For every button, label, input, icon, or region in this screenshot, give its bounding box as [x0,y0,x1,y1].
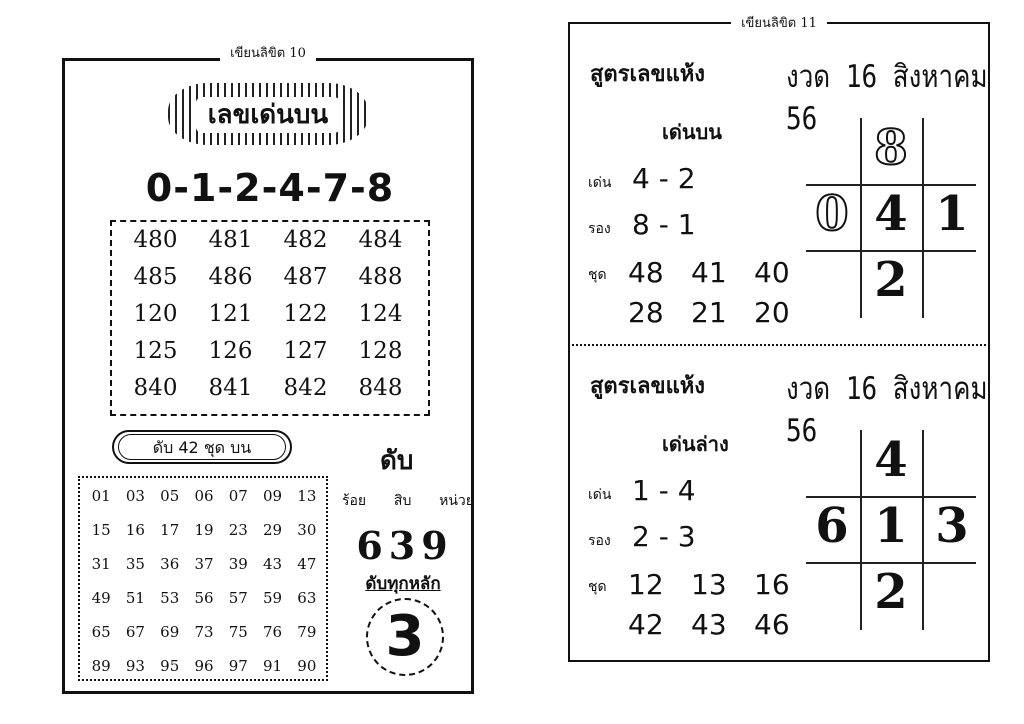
two-digit-number: 30 [297,521,317,539]
two-digit-number: 31 [91,555,111,573]
two-digit-number: 07 [228,487,248,505]
two-digit-number: 76 [263,623,283,641]
three-digit-number: 484 [358,227,403,253]
left-page-title: เลขเด่นบน [196,97,340,133]
grid-digit-top: 4 [874,432,908,488]
set-number: 28 [628,296,664,329]
two-digit-number: 95 [160,657,180,675]
two-digit-number: 05 [160,487,180,505]
lead-value: 4 - 2 [632,162,696,195]
two-digit-number: 43 [263,555,283,573]
two-digit-number: 91 [263,657,283,675]
two-digit-number: 69 [160,623,180,641]
two-digit-number: 47 [297,555,317,573]
grid-digit-left: 0 [815,186,849,242]
three-digit-number: 841 [208,375,253,401]
set-number: 40 [754,256,790,289]
lead-value: 1 - 4 [632,474,696,507]
set-number: 48 [628,256,664,289]
two-digit-number: 16 [125,521,145,539]
two-digit-grid [84,484,324,678]
three-digit-number: 848 [358,375,403,401]
three-digit-number: 842 [283,375,328,401]
three-digit-number: 121 [208,301,253,327]
right-page-header: เขียนลิขิต 11 [568,12,990,33]
featured-digits: 0-1-2-4-7-8 [145,166,395,210]
three-digit-number: 125 [133,338,178,364]
two-digit-number: 51 [125,589,145,607]
grid-digit-bottom: 2 [874,564,908,620]
two-digit-number: 73 [194,623,214,641]
place-label-hundreds: ร้อย [342,493,367,509]
grid-digit-right: 1 [935,186,969,242]
draw-date: งวด 16 สิงหาคม 56 [786,371,988,450]
two-digit-number: 23 [228,521,248,539]
place-label-tens: สิบ [393,493,412,509]
three-digit-number: 486 [208,264,253,290]
section-divider [572,344,986,346]
two-digit-number: 63 [297,589,317,607]
three-digit-number: 488 [358,264,403,290]
two-digit-number: 65 [91,623,111,641]
two-digit-number: 06 [194,487,214,505]
two-digit-number: 35 [125,555,145,573]
grid-digit-bottom: 2 [874,252,908,308]
two-digit-number: 03 [125,487,145,505]
place-labels [342,490,474,512]
two-digit-number: 29 [263,521,283,539]
set-label: ชุด [588,579,607,595]
grid-digit-center: 4 [874,186,908,242]
three-digit-number: 840 [133,375,178,401]
grid-digit-top: 8 [874,120,908,176]
three-digit-grid [118,226,418,402]
formula-label: สูตรเลขแห้ง [590,62,705,87]
set-number: 46 [754,608,790,641]
sub-label: รอง [588,533,611,549]
two-digit-number: 19 [194,521,214,539]
dub-label: ดับ [380,446,414,476]
lead-label: เด่น [588,487,612,503]
two-digit-number: 89 [91,657,111,675]
sub-label: รอง [588,221,611,237]
two-digit-number: 39 [228,555,248,573]
two-digit-number: 56 [194,589,214,607]
set-number: 16 [754,568,790,601]
three-digit-number: 487 [283,264,328,290]
set-label: ชุด [588,267,607,283]
two-digit-number: 13 [297,487,317,505]
two-digit-number: 67 [125,623,145,641]
left-page-header: เขียนลิขิต 10 [62,42,474,63]
two-digit-number: 96 [194,657,214,675]
three-digit-number: 480 [133,227,178,253]
two-digit-number: 09 [263,487,283,505]
set-number: 20 [754,296,790,329]
section-title: เด่นล่าง [662,432,729,456]
draw-date: งวด 16 สิงหาคม 56 [786,59,988,138]
two-digit-number: 36 [160,555,180,573]
grid-digit-center: 1 [874,498,908,554]
two-digit-number: 97 [228,657,248,675]
set-number: 13 [691,568,727,601]
grid-digit-right: 3 [935,498,969,554]
sub-value: 2 - 3 [632,520,696,553]
two-digit-number: 17 [160,521,180,539]
place-digits: 639 [356,523,454,568]
place-label-units: หน่วย [439,493,474,509]
set-number: 12 [628,568,664,601]
set-number: 42 [628,608,664,641]
two-digit-number: 57 [228,589,248,607]
three-digit-number: 122 [283,301,328,327]
two-digit-number: 37 [194,555,214,573]
three-digit-number: 124 [358,301,403,327]
two-digit-number: 79 [297,623,317,641]
three-digit-number: 127 [283,338,328,364]
three-digit-number: 128 [358,338,403,364]
set-number: 41 [691,256,727,289]
formula-label: สูตรเลขแห้ง [590,374,705,399]
two-digit-number: 59 [263,589,283,607]
two-digit-number: 53 [160,589,180,607]
two-digit-number: 49 [91,589,111,607]
all-places-label: ดับทุกหลัก [365,574,441,594]
three-digit-number: 120 [133,301,178,327]
grid-digit-left: 6 [815,498,849,554]
lead-label: เด่น [588,175,612,191]
two-digit-number: 90 [297,657,317,675]
two-digit-number: 93 [125,657,145,675]
set-number: 43 [691,608,727,641]
sub-value: 8 - 1 [632,208,696,241]
three-digit-number: 126 [208,338,253,364]
set-number: 21 [691,296,727,329]
two-digit-number: 75 [228,623,248,641]
pill-label: ดับ 42 ชุด บน [118,434,286,460]
section-title: เด่นบน [662,120,722,144]
three-digit-number: 485 [133,264,178,290]
two-digit-number: 01 [91,487,111,505]
all-places-digit: 3 [366,598,444,676]
three-digit-number: 481 [208,227,253,253]
three-digit-number: 482 [283,227,328,253]
two-digit-number: 15 [91,521,111,539]
